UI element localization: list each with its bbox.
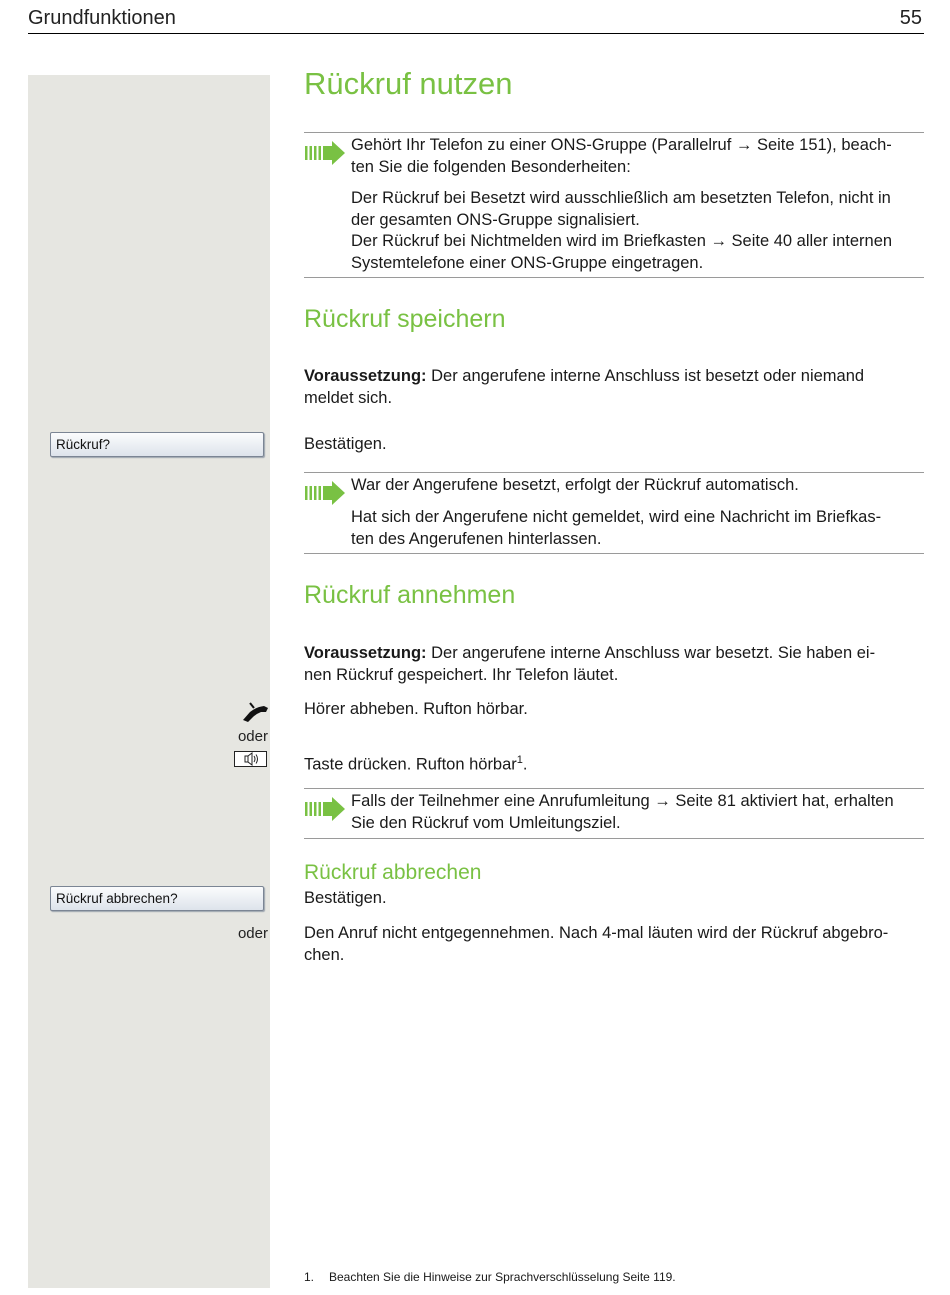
note-line: Systemtelefone einer ONS-Gruppe eingetragen. (351, 253, 704, 272)
note-line: Gehört Ihr Telefon zu einer ONS-Gruppe (Parallelruf → Seite 151), beach- (351, 136, 892, 154)
subsection-heading: Rückruf abbrechen (304, 861, 482, 884)
instruction-line: chen. (304, 945, 345, 964)
oder-label: oder (237, 728, 268, 745)
prerequisite-text (304, 643, 924, 686)
prerequisite-label: Voraussetzung: (304, 644, 427, 662)
note-text (351, 135, 924, 178)
note-text (351, 507, 924, 550)
handset-icon (240, 700, 270, 724)
page-title: Rückruf nutzen (304, 66, 513, 101)
note-line: Der Rückruf bei Nichtmelden wird im Briefkasten → Seite 40 aller internen (351, 232, 893, 250)
prerequisite-label: Voraussetzung: (304, 367, 427, 385)
prerequisite-line: nen Rückruf gespeichert. Ihr Telefon läutet. (304, 665, 619, 684)
instruction-text (304, 923, 924, 966)
footnote-text: Beachten Sie die Hinweise zur Sprachverschlüsselung Seite 119. (329, 1270, 676, 1284)
footnote-number: 1. (304, 1270, 315, 1284)
prerequisite-line: Der angerufene interne Anschluss war besetzt. Sie haben ei- (426, 644, 876, 662)
instruction-text: Hörer abheben. Rufton hörbar. (304, 700, 528, 718)
note-text (351, 791, 924, 834)
note-line: ten des Angerufenen hinterlassen. (351, 529, 602, 548)
instruction-text (304, 750, 924, 776)
instruction-text: Bestätigen. (304, 435, 387, 453)
speaker-key-icon[interactable] (234, 751, 267, 767)
note-top-rule (304, 472, 924, 473)
note-arrow-icon (305, 481, 345, 505)
prerequisite-text (304, 366, 924, 409)
note-bottom-rule (304, 277, 924, 278)
note-text (351, 188, 924, 274)
note-arrow-icon (305, 141, 345, 165)
note-line: ten Sie die folgenden Besonderheiten: (351, 157, 631, 176)
note-bottom-rule (304, 553, 924, 554)
note-arrow-icon (305, 797, 345, 821)
instruction-line: Taste drücken. Rufton hörbar (304, 755, 517, 774)
header-divider (28, 33, 924, 34)
running-header: Grundfunktionen (28, 7, 176, 29)
instruction-line: Den Anruf nicht entgegennehmen. Nach 4-mal läuten wird der Rückruf abgebro- (304, 924, 889, 942)
sidebar-column (28, 75, 270, 1288)
section-heading: Rückruf annehmen (304, 581, 516, 609)
instruction-text: Bestätigen. (304, 889, 387, 907)
note-line: Der Rückruf bei Besetzt wird ausschließlich am besetzten Telefon, nicht in (351, 189, 891, 207)
note-line: der gesamten ONS-Gruppe signalisiert. (351, 210, 640, 229)
note-line: Hat sich der Angerufene nicht gemeldet, wird eine Nachricht im Briefkas- (351, 508, 882, 526)
page-number: 55 (899, 7, 922, 29)
note-line: Sie den Rückruf vom Umleitungsziel. (351, 813, 621, 832)
section-heading: Rückruf speichern (304, 305, 506, 333)
oder-label: oder (237, 925, 268, 942)
note-top-rule (304, 132, 924, 133)
note-bottom-rule (304, 838, 924, 839)
rueckruf-abbrechen-softkey[interactable]: Rückruf abbrechen? (50, 886, 264, 911)
prerequisite-line: Der angerufene interne Anschluss ist besetzt oder niemand (426, 367, 865, 385)
footnote-ref: 1 (516, 754, 523, 766)
note-line: War der Angerufene besetzt, erfolgt der Rückruf automatisch. (351, 476, 799, 494)
rueckruf-softkey[interactable]: Rückruf? (50, 432, 264, 457)
note-line: Falls der Teilnehmer eine Anrufumleitung → Seite 81 aktiviert hat, erhalten (351, 792, 894, 810)
instruction-end: . (522, 755, 528, 774)
prerequisite-line: meldet sich. (304, 388, 393, 407)
note-top-rule (304, 788, 924, 789)
